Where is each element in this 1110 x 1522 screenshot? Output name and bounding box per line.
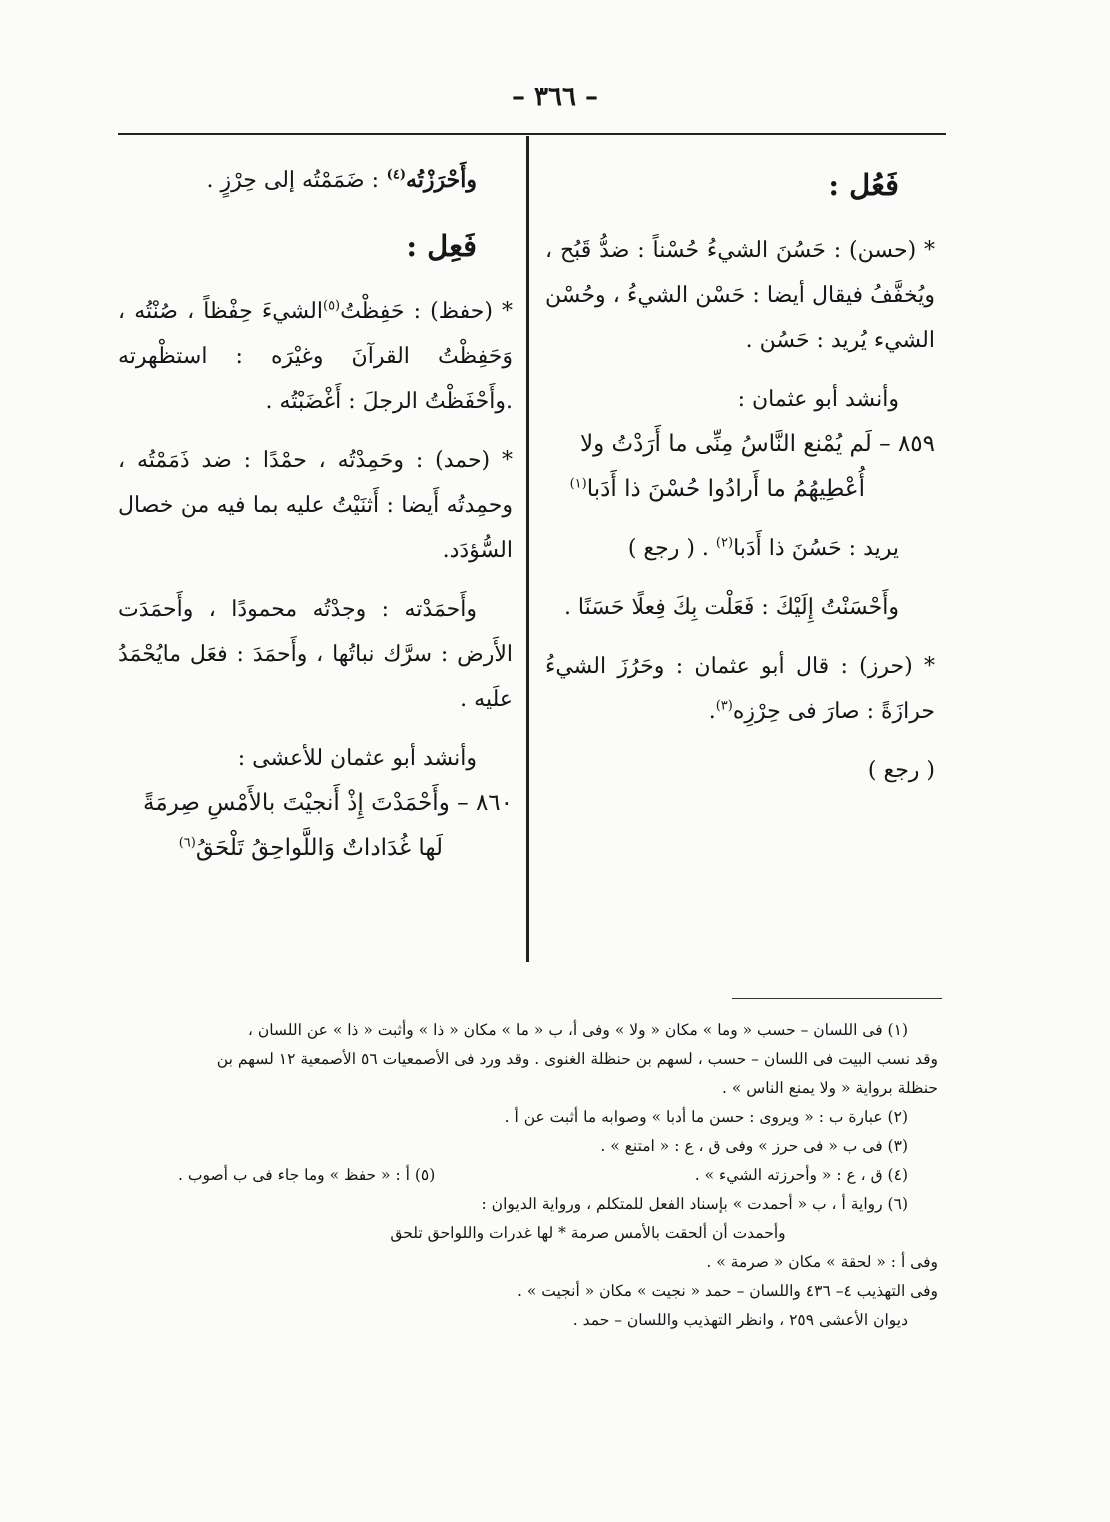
entry-ahraztuhu [118, 158, 513, 203]
footnote-4: (٤) ق ، ع : « وأحرزته الشيء » . [694, 1166, 908, 1184]
verse-hemistich-1: وأَحْمَدْتَ إِذْ أَنجيْتَ بالأَمْسِ صِرمَةً [142, 790, 450, 816]
footnote-6-verse: وأحمدت أن ألحقت بالأمس صرمة * لها غدرات واللواحق تلحق [390, 1224, 786, 1242]
note-ref-4: (٤) [386, 167, 406, 183]
entry-hasuna-text: * (حسن) : حَسُنَ الشيءُ حُسْناً : ضدُّ قَبُح ، ويُخفَّفُ فيقال أيضا : حَسْن الشيءُ ، وحُسْن الشيء يُريد : حَسُن . [545, 238, 935, 353]
top-rule [118, 133, 946, 135]
footnote-6-cont: وفى أ : « لحقة » مكان « صرمة » . [706, 1253, 938, 1271]
verse-number: ٨٦٠ [475, 790, 513, 816]
explanation-text: يريد : حَسُنَ ذا أَدَبا [733, 536, 899, 561]
footnote-rule [732, 998, 942, 999]
entry-ahraztuhu-word: وأَحْرَزْتُه [405, 167, 477, 193]
verse-hemistich-1: لَم يُمْنع النَّاسُ مِنِّى ما أَرَدْتُ ولا [579, 431, 872, 457]
left-column [118, 148, 513, 871]
footnote-3: (٣) فى ب « فى حرز » وفى ق ، ع : « امتنع » . [600, 1137, 908, 1155]
note-ref-5: (٥) [322, 298, 341, 314]
entry-hamida: * (حمد) : وحَمِدْتُه ، حمْدًا : ضد ذَمَمْتُه ، وحمِدتُه أَيضا : أَثنَيْتُ عليه بما فيه من خصال السُّؤدَد. [118, 448, 513, 563]
verse-859: ٨٥٩ – لَم يُمْنع النَّاسُ مِنِّى ما أَرَدْتُ ولا أُعْطِيهُمُ ما أَرادُوا حُسْنَ ذا أَدَبا$^{(١)}$ [569, 431, 935, 502]
footnote-1-cont2: حنظلة برواية « ولا يمنع الناس » . [722, 1079, 938, 1097]
footnotes [118, 1016, 938, 1335]
verse-hemistich-2: لَها غُدَاداتٌ وَاللَّواحِقُ تَلْحَقُ [195, 835, 443, 861]
section-heading-fail: فَعِل : [406, 229, 477, 263]
entry-ahsantu: وأَحْسَنْتُ إِلَيْكَ : فَعَلْت بِكَ فِعلًا حَسَنًا . [563, 595, 899, 620]
footnote-6-cont2: وفى التهذيب ٤– ٤٣٦ واللسان – حمد « نجيت » مكان « أنجيت » . [517, 1282, 938, 1300]
footnote-1-cont: وقد نسب البيت فى اللسان – حسب ، لسهم بن حنظلة الغنوى . وقد ورد فى الأصمعيات ٥٦ الأصمعية ١٢ لسهم بن [216, 1050, 938, 1068]
verse-860: ٨٦٠ – وأَحْمَدْتَ إِذْ أَنجيْتَ بالأَمْسِ صِرمَةً لَها غُدَاداتٌ وَاللَّواحِقُ تَلْحَقُ$^{(٦)}$ [142, 790, 513, 861]
note-ref-2: (٢) [715, 535, 734, 551]
entry-hafiza-text: الشيءَ حِفْظاً ، صُنْتُه ، وَحَفِظْتُ القرآنَ وغيْرَه : استظْهرته .وأَحْفَظْتُ الرجلَ : أَغْضَبْتُه . [118, 299, 513, 414]
raja-tag-end: ( رجع ) [867, 758, 935, 783]
note-ref-6: (٦) [178, 835, 196, 851]
footnote-6: (٦) رواية أ ، ب « أحمدت » بإسناد الفعل للمتكلم ، ورواية الديوان : [481, 1195, 908, 1213]
entry-hasuna [545, 228, 935, 363]
citation-intro: وأنشد أبو عثمان : [737, 387, 899, 412]
entry-haruza [545, 644, 935, 734]
entry-ahraztuhu-def: : ضَمَمْتُه إلى حِرْزٍ . [206, 168, 379, 193]
note-ref-3: (٣) [715, 698, 733, 714]
citation-intro-asha: وأنشد أبو عثمان للأعشى : [237, 746, 477, 771]
entry-hafiza-head: * (حفظ) : حَفِظْتُ [340, 299, 514, 324]
page-number: – ٣٦٦ – [511, 82, 599, 112]
note-ref-1: (١) [569, 476, 587, 492]
verse-number: ٨٥٩ [897, 431, 935, 457]
entry-hafiza [118, 289, 513, 424]
section-heading-faul: فَعُل : [828, 168, 899, 202]
entry-haruza-text: * (حرز) : قال أبو عثمان : وحَرُزَ الشيءُ حرازَةً : صارَ فى حِرْزِه [545, 654, 935, 724]
entry-ahmadtuhu: وأَحمَدْته : وجدْتُه محمودًا ، وأَحمَدَت الأَرض : سرَّك نباتُها ، وأَحمَدَ : فعَل مايُحْمَدُ علَيه . [118, 597, 513, 712]
footnote-6-cont3: ديوان الأعشى ٢٥٩ ، وانظر التهذيب واللسان – حمد . [572, 1311, 908, 1329]
footnote-4-5 [118, 1161, 938, 1190]
footnote-5: (٥) أ : « حفظ » وما جاء فى ب أصوب . [178, 1166, 436, 1184]
entry-haruza-end: . [708, 699, 716, 724]
footnote-2: (٢) عبارة ب : « ويروى : حسن ما أدبا » وصوابه ما أثبت عن أ . [504, 1108, 908, 1126]
footnote-1: (١) فى اللسان – حسب « وما » مكان « ولا » وفى أ، ب « ما » مكان « ذا » وأثبت « ذا » عن اللسان ، [247, 1021, 908, 1039]
column-divider [526, 136, 529, 962]
raja-tag: . ( رجع ) [627, 536, 709, 561]
explanation [545, 526, 935, 571]
right-column [545, 148, 935, 793]
verse-hemistich-2: أُعْطِيهُمُ ما أَرادُوا حُسْنَ ذا أَدَبا [586, 476, 865, 502]
